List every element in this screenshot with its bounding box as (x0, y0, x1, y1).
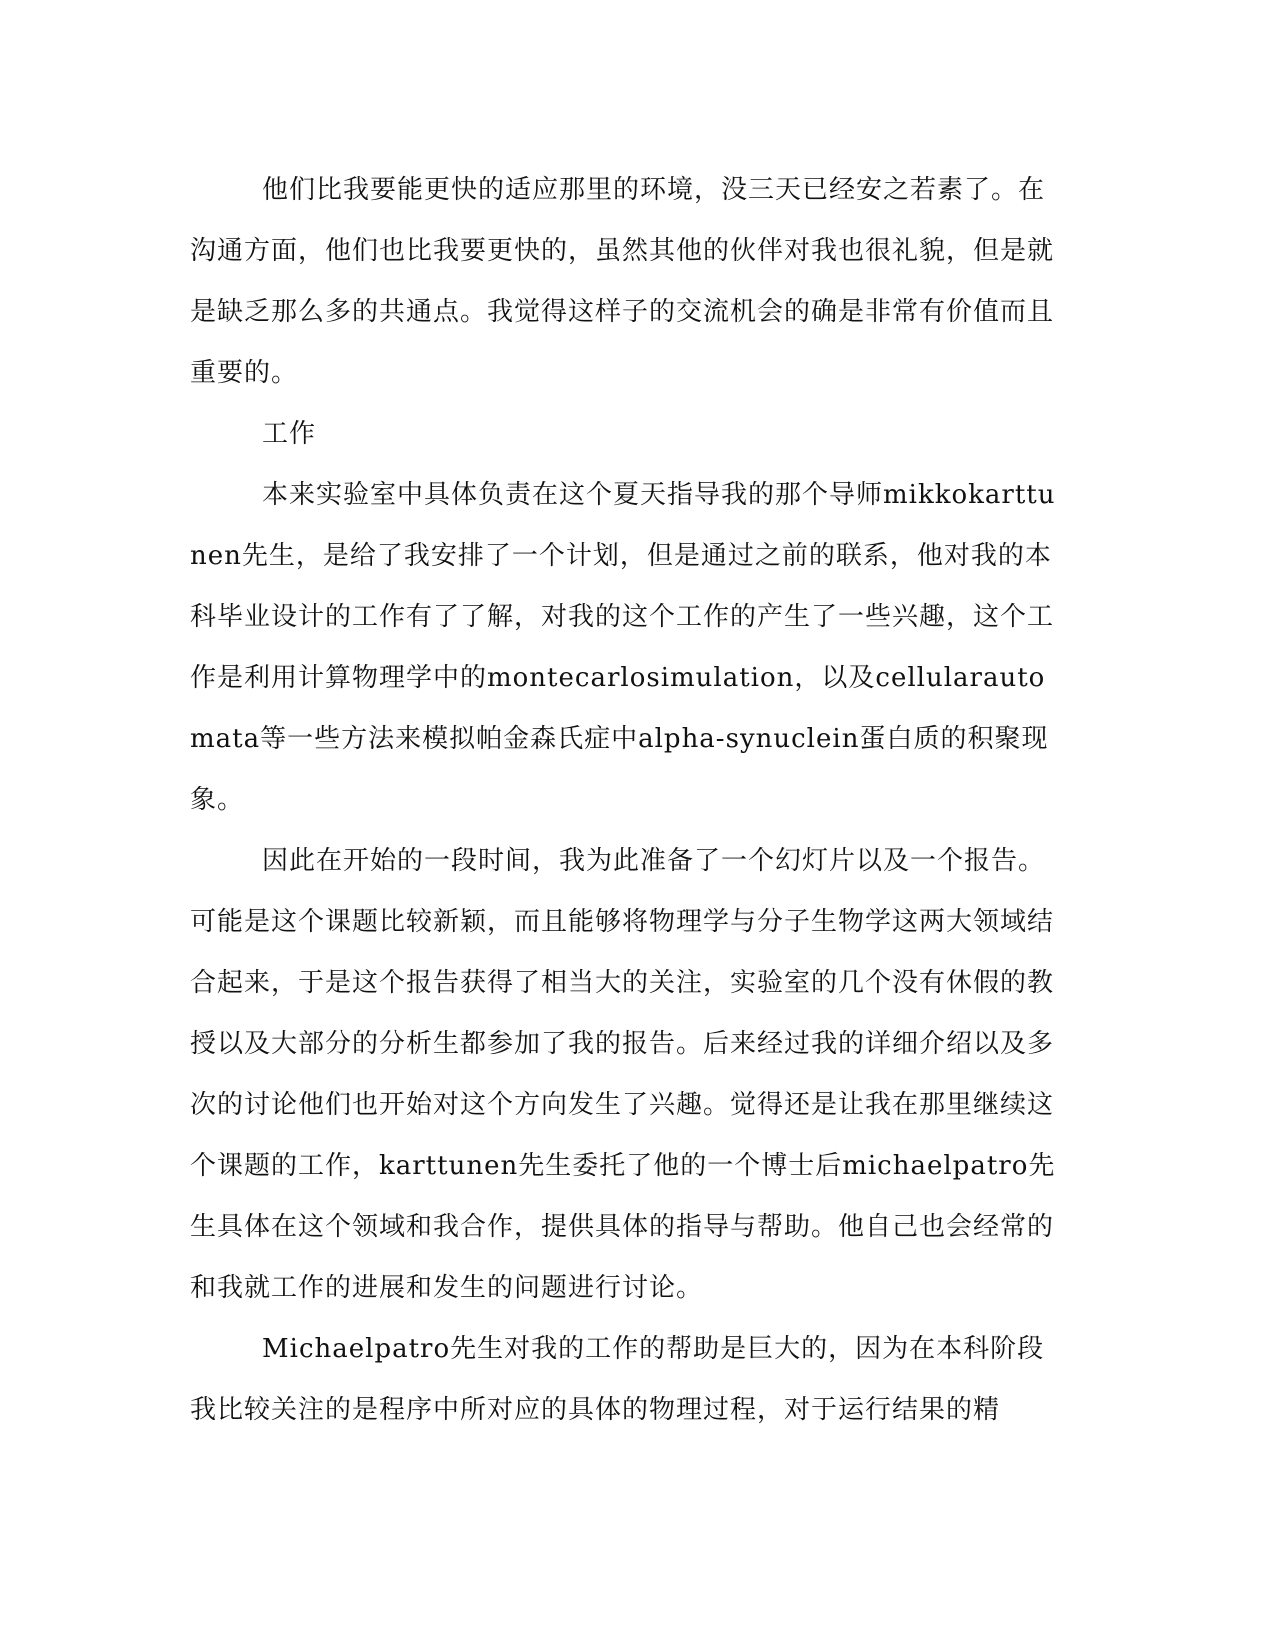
section-heading-work: 工作 (262, 419, 317, 449)
paragraph-michaelpatro-help: Michaelpatro先生对我的工作的帮助是巨大的，因为在本科阶段我比较关注的是程序中所对应的具体的物理过程，对于运行结果的精 (190, 1334, 1045, 1425)
paragraph-report: 因此在开始的一段时间，我为此准备了一个幻灯片以及一个报告。可能是这个课题比较新颖，而且能够将物理学与分子生物学这两大领域结合起来，于是这个报告获得了相当大的关注，实验室的几个没有休假的教授以及大部分的分析生都参加了我的报告。后来经过我的详细介绍以及多次的讨论他们也开始对这个方向发生了兴趣。觉得还是让我在那里继续这个课题的工作，karttunen先生委托了他的一个博士后michaelpatro先生具体在这个领域和我合作，提供具体的指导与帮助。他自己也会经常的和我就工作的进展和发生的问题进行讨论。 (190, 846, 1056, 1303)
paragraph-supervisor-plan: 本来实验室中具体负责在这个夏天指导我的那个导师mikkokarttunen先生，是给了我安排了一个计划，但是通过之前的联系，他对我的本科毕业设计的工作有了了解，对我的这个工作的产生了一些兴趣，这个工作是利用计算物理学中的montecarlosimulation，以及cellularautomata等一些方法来模拟帕金森氏症中alpha-synuclein蛋白质的积聚现象。 (190, 480, 1056, 815)
document-body (190, 160, 1070, 1441)
paragraph-adaptation: 他们比我要能更快的适应那里的环境，没三天已经安之若素了。在沟通方面，他们也比我要更快的，虽然其他的伙伴对我也很礼貌，但是就是缺乏那么多的共通点。我觉得这样子的交流机会的确是非常有价值而且重要的。 (190, 175, 1055, 388)
